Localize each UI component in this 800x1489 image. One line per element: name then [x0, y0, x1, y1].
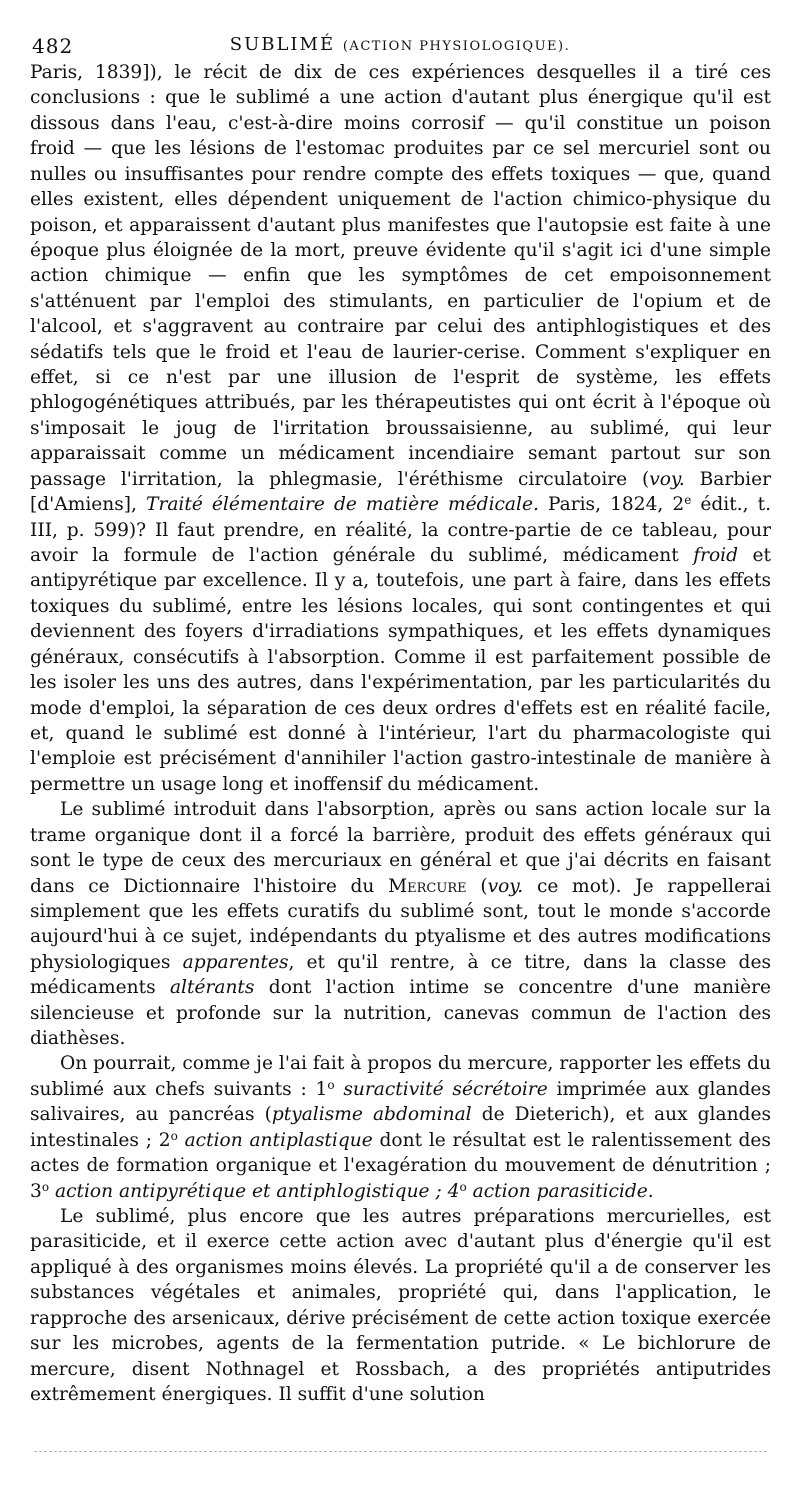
running-title — [30, 34, 770, 55]
italic-text: voy. — [487, 875, 524, 897]
italic-text: suractivité sécrétoire — [343, 1078, 548, 1100]
italic-text: Traité élémentaire de matière médicale. — [146, 494, 539, 516]
text-segment: ce mot). Je rappellerai simplement que les effets curatifs du sublimé sont, tout le monde s'accorde aujourd'hui à ce sujet, indépendants du ptyalisme et des autres modifications physiologiques — [30, 875, 771, 973]
paragraph — [30, 1204, 771, 1407]
text-segment — [178, 1130, 185, 1151]
text-segment: dont le résultat est le ralentissement des actes de formation organique et l'exagération du mouvement de dénutrition ; 3 — [30, 1129, 771, 1202]
superscript: o — [327, 1077, 335, 1092]
italic-text: apparentes — [182, 951, 289, 973]
text-segment: dont l'action intime se concentre d'une manière silencieuse et profonde sur la nutrition, canevas commun de l'action des diathèses. — [30, 977, 771, 1050]
italic-text: action antiplastique — [184, 1129, 373, 1151]
paragraph — [30, 1051, 771, 1204]
superscript: e — [684, 493, 692, 508]
text-segment: Paris, 1824, 2 — [538, 494, 685, 516]
superscript: o — [170, 1128, 178, 1143]
text-segment: Paris, 1839]), le récit de dix de ces expériences desquelles il a tiré ces conclusions : que le sublimé a une action d'autant plus énergique qu'il est dissous dans l'eau, c'est-à-dire moins corrosif — qu'il constitue un poison froid — que les lésions de l'estomac produites par ce sel mercuriel sont ou nulles ou insuffisantes pour rendre compte des effets toxiques — que, quand elles existent, elles dépendent uniquement de l'action chimico-physique du poison, et apparaissent d'autant plus manifestes que l'autopsie est faite à une époque plus éloignée de la mort, preuve évidente qu'il s'agit ici d'une simple action chimique — enfin que les symptômes de cet empoisonnement s'atténuent par l'emploi des stimulants, en particulier de l'opium et de l'alcool, et s'aggravent au contraire par celui des antiphlogistiques et des sédatifs tels que le froid et l'eau de laurier-cerise. Comment s'expliquer en effet, si ce n'est par une illusion de l'esprit de système, les effets phlogogénétiques attribués, par les thérapeutistes qui ont écrit à l'époque où s'imposait le joug de l'irritation broussaisienne, au sublimé, qui leur apparaissait comme un médicament incendiaire semant partout sur son passage l'irritation, la phlegmasie, l'éréthisme circulatoire ( — [30, 62, 771, 490]
running-title-subtitle: (ACTION PHYSIOLOGIQUE). — [342, 39, 571, 54]
text-segment: Le sublimé introduit dans l'absorption, après ou sans action locale sur la trame organique dont il a forcé la barrière, produit des effets généraux qui sont le type de ceux des mercuriaux en général et que j'ai décrits en faisant dans ce Dictionnaire l'histoire du — [30, 799, 771, 897]
superscript: o — [459, 1179, 467, 1194]
italic-text: froid — [693, 545, 739, 567]
text-segment: de Dieterich), et aux glandes intestinales ; 2 — [30, 1104, 771, 1151]
italic-text: voy. — [649, 468, 685, 490]
text-segment: ( — [466, 875, 488, 897]
text-segment: On pourrait, comme je l'ai fait à propos du mercure, rapporter les effets du sublimé aux chefs suivants : 1 — [30, 1053, 771, 1100]
paragraph — [30, 797, 771, 1051]
text-segment: Barbier [d'Amiens], — [30, 468, 771, 516]
text-segment: imprimée aux glandes salivaires, au pancréas ( — [30, 1078, 771, 1126]
italic-text: ptyalisme abdominal — [271, 1104, 472, 1126]
running-title-main: SUBLIMÉ — [229, 34, 336, 55]
italic-text: action antipyrétique et antiphlogistique ; 4 — [55, 1180, 460, 1202]
superscript: o — [41, 1179, 50, 1194]
footer-rule — [34, 1451, 767, 1452]
text-segment: et antipyrétique par excellence. Il y a, toutefois, une part à faire, dans les effets toxiques du sublimé, entre les lésions locales, qui sont contingentes et qui deviennent des foyers d'irradiations sympathiques, et les effets dynamiques généraux, consécutifs à l'absorption. Comme il est parfaitement possible de les isoler les uns des autres, dans l'expérimentation, par les particularités du mode d'emploi, la séparation de ces deux ordres d'effets est en réalité facile, et, quand le sublimé est donné à l'intérieur, l'art du pharmacologiste qui l'emploie est précisément d'annihiler l'action gastro-intestinale de manière à permettre un usage long et inoffensif du médicament. — [30, 545, 772, 795]
running-head — [30, 30, 770, 60]
paragraph — [30, 60, 771, 797]
italic-text: action parasiticide. — [472, 1180, 654, 1202]
small-caps-text: Mercure — [388, 875, 467, 897]
italic-text: altérants — [169, 977, 255, 999]
page-number: 482 — [32, 34, 74, 58]
text-segment: , et qu'il rentre, à ce titre, dans la classe des médicaments — [30, 951, 772, 999]
text-segment: édit., t. III, p. 599)? Il faut prendre, en réalité, la contre-partie de ce tableau, pour avoir la formule de l'action générale du sublimé, médicament — [30, 494, 772, 567]
body-text — [30, 60, 771, 1407]
text-segment: Le sublimé, plus encore que les autres préparations mercurielles, est parasiticide, et il exerce cette action avec d'autant plus d'énergie qu'il est appliqué à des organismes moins élevés. La propriété qu'il a de conserver les substances végétales et animales, propriété qui, dans l'application, le rapproche des arsenicaux, dérive précisément de cette action toxique exercée sur les microbes, agents de la fermentation putride. « Le bichlorure de mercure, disent Nothnagel et Rossbach, a des propriétés antiputrides extrêmement énergiques. Il suffit d'une solution — [30, 1205, 771, 1405]
